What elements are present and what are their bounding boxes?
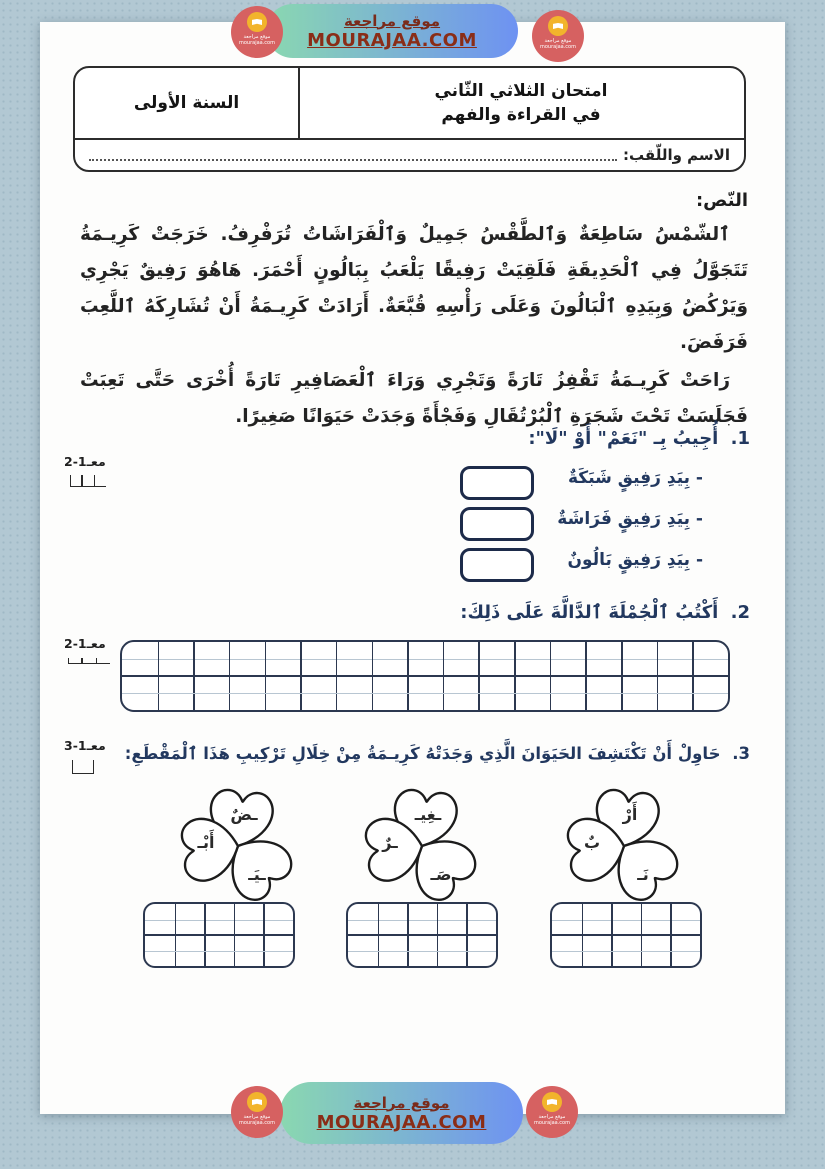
site-banner-top[interactable] xyxy=(266,4,518,58)
clover1-bottom-syllable: ـيَـ xyxy=(248,865,266,884)
site-url-link[interactable]: MOURAJAA.COM xyxy=(316,1111,487,1133)
q1-item-2: - بِيَدِ رَفِيقٍ فَرَاشَةٌ xyxy=(557,509,703,529)
open-book-icon xyxy=(547,1099,557,1105)
criterion-mark-1: معـ1-2 xyxy=(64,454,106,469)
site-banner-bottom[interactable] xyxy=(280,1082,523,1144)
exam-page xyxy=(40,22,785,1114)
question-1-heading xyxy=(80,428,750,449)
text-paragraph-2: رَاحَتْ كَرِيـمَةُ تَقْفِزُ تَارَةً وَتَجْرِي وَرَاءَ ٱلْعَصَافِيرِ تَارَةً أُخْرَى حَتَّى تَعِبَتْ فَجَلَسَتْ تَحْتَ شَجَرَةِ ٱلْبُرْتُقَالِ وَفَجْأَةً وَجَدَتْ حَيَوَانًا صَغِيرًا. xyxy=(80,370,748,427)
q1-answer-box-2[interactable] xyxy=(460,507,534,541)
q2-writing-grid[interactable] xyxy=(120,640,730,712)
criterion-mark-3: معـ1-3 xyxy=(64,738,106,753)
badge-text: موقع مراجعة mourajaa.com xyxy=(238,1114,275,1126)
criterion-score-cells-3 xyxy=(72,760,94,774)
badge-text: موقع مراجعة mourajaa.com xyxy=(238,34,275,46)
text-paragraph-1: ٱلشّمْسُ سَاطِعَةٌ وَٱلطَّقْسُ جَمِيلٌ وَٱلْفَرَاشَاتُ تُرَفْرِفُ. خَرَجَتْ كَرِيـمَةُ تَتَجَوَّلُ فِي ٱلْحَدِيقَةِ فَلَقِيَتْ رَفِيقًا يَلْعَبُ بِبَالُونٍ أَحْمَرَ. هَاهُوَ رَفِيقٌ يَجْرِي وَيَرْكُضُ وَبِيَدِهِ ٱلْبَالُونَ وَعَلَى رَأْسِهِ قُبَّعَةٌ. أَرَادَتْ كَرِيـمَةُ أَنْ تُشَارِكَهُ ٱللَّعِبَ فَرَفَضَ. xyxy=(80,224,748,353)
logo-circle-icon xyxy=(542,1092,562,1112)
q3-writing-grid-3[interactable] xyxy=(550,902,702,968)
q3-writing-grid-1[interactable] xyxy=(143,902,295,968)
grid-midline xyxy=(122,675,728,677)
badge-text: موقع مراجعة mourajaa.com xyxy=(539,38,576,50)
clover1-top-syllable: ـضٌ xyxy=(230,805,258,824)
site-name-link[interactable]: موقع مراجعة xyxy=(353,1093,450,1112)
criterion-score-cells-1 xyxy=(70,475,106,487)
site-logo-badge xyxy=(231,1086,283,1138)
logo-circle-icon xyxy=(548,16,568,36)
q3-writing-grid-2[interactable] xyxy=(346,902,498,968)
logo-circle-icon xyxy=(247,1092,267,1112)
exam-header-table xyxy=(73,66,746,172)
name-dotted-line[interactable] xyxy=(89,149,617,161)
clover3-bottom-syllable: نَـ xyxy=(637,865,649,884)
clover2-left-syllable: ـرٌ xyxy=(382,833,398,852)
open-book-icon xyxy=(252,19,262,25)
question-3-prompt: حَاوِلْ أَنْ تَكْتَشِفَ الحَيَوَانَ الَّذِي وَجَدَتْهُ كَرِيـمَةُ مِنْ خِلَالِ تَرْكِيبِ هَذَا ٱلْمَقْطَعِ: xyxy=(124,744,721,763)
site-logo-badge xyxy=(532,10,584,62)
clover2-top-syllable: ـغِيـ xyxy=(414,805,442,824)
question-3-number: 3. xyxy=(732,744,750,763)
clover3-top-syllable: أَرْ xyxy=(622,805,638,824)
grid-midline xyxy=(348,934,496,936)
grid-midline xyxy=(145,934,293,936)
logo-circle-icon xyxy=(247,12,267,32)
exam-title-cell xyxy=(298,68,744,138)
open-book-icon xyxy=(553,23,563,29)
q1-item-3: - بِيَدِ رَفِيقٍ بَالُونٌ xyxy=(567,550,703,570)
question-1-number: 1. xyxy=(730,428,750,449)
badge-text: موقع مراجعة mourajaa.com xyxy=(533,1114,570,1126)
question-3-heading xyxy=(80,744,750,763)
question-2-number: 2. xyxy=(730,602,750,623)
criterion-mark-2: معـ1-2 xyxy=(64,636,106,651)
clover-syllables-2 xyxy=(336,774,508,912)
exam-title-line2: في القراءة والفهم xyxy=(441,105,601,125)
question-1-prompt: أُجِيبُ بِـ "نَعَمْ" أَوْ "لَا": xyxy=(528,428,719,449)
name-row xyxy=(75,140,744,170)
site-url-link[interactable]: MOURAJAA.COM xyxy=(307,29,477,51)
clover-syllables-3 xyxy=(538,774,710,912)
clover-syllables-1 xyxy=(152,774,324,912)
name-label: الاسم واللّقب: xyxy=(623,146,730,164)
site-name-link[interactable]: موقع مراجعة xyxy=(343,11,441,30)
question-2-prompt: أَكْتُبُ ٱلْجُمْلَةَ ٱلدَّالَّةَ عَلَى ذَلِكَ: xyxy=(460,602,719,623)
text-label: النّص: xyxy=(695,190,748,211)
clover1-left-syllable: أَبْـ xyxy=(197,833,215,852)
question-2-heading xyxy=(80,602,750,623)
criterion-score-cells-2 xyxy=(68,658,110,664)
grid-midline xyxy=(552,934,700,936)
clover3-left-syllable: بٌ xyxy=(583,833,601,852)
exam-title-line1: امتحان الثلاثي الثّاني xyxy=(434,81,608,101)
reading-text-block xyxy=(80,190,748,437)
grade-cell: السنة الأولى xyxy=(133,93,240,113)
q1-answer-box-3[interactable] xyxy=(460,548,534,582)
q1-answer-box-1[interactable] xyxy=(460,466,534,500)
site-logo-badge xyxy=(526,1086,578,1138)
clover2-bottom-syllable: صَـ xyxy=(430,865,452,884)
site-logo-badge xyxy=(231,6,283,58)
q1-item-1: - بِيَدِ رَفِيقٍ شَبَكَةٌ xyxy=(568,468,703,488)
open-book-icon xyxy=(252,1099,262,1105)
